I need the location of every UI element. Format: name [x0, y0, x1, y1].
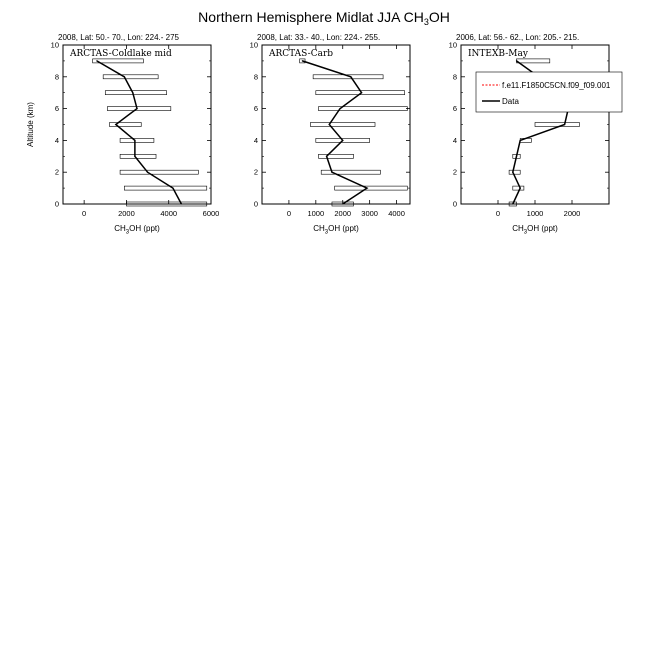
- y-tick-label: 6: [452, 104, 457, 114]
- data-point: [342, 140, 343, 141]
- x-tick-label: 0: [286, 209, 291, 218]
- campaign-label: ARCTAS-Carb: [269, 49, 334, 59]
- y-tick-label: 2: [54, 167, 59, 177]
- data-point: [331, 172, 332, 173]
- panel-header: 2008, Lat: 33.- 40., Lon: 224.- 255.: [257, 33, 381, 42]
- y-tick-label: 6: [54, 104, 59, 114]
- data-point: [132, 92, 133, 93]
- data-point: [361, 92, 362, 93]
- y-tick-label: 10: [50, 40, 59, 50]
- legend-label: Data: [502, 97, 519, 106]
- panel-intexb-may: [449, 33, 622, 236]
- x-tick-label: 4000: [388, 209, 405, 218]
- y-tick-label: 2: [253, 167, 258, 177]
- x-axis-label: $CH_3OH$ (ppt): [114, 224, 160, 236]
- data-profile-line: [97, 61, 182, 204]
- panel-arctas-coldlake: [26, 33, 219, 236]
- y-tick-label: 0: [54, 199, 59, 209]
- range-box: [103, 75, 158, 79]
- data-point: [124, 76, 125, 77]
- range-box: [335, 186, 408, 190]
- range-box: [513, 186, 524, 190]
- data-point: [520, 140, 521, 141]
- data-point: [329, 124, 330, 125]
- x-tick-label: 1000: [307, 209, 325, 218]
- x-tick-label: 2000: [118, 209, 135, 218]
- x-tick-label: 4000: [160, 209, 178, 218]
- data-point: [115, 124, 116, 125]
- figure-title: Northern Hemisphere Midlat JJA $CH_3OH$: [198, 9, 450, 27]
- range-box: [124, 186, 206, 190]
- y-tick-label: 10: [448, 40, 457, 50]
- x-tick-label: 0: [82, 209, 87, 218]
- data-point: [96, 60, 97, 61]
- data-point: [564, 124, 565, 125]
- data-point: [302, 60, 303, 61]
- range-box: [120, 138, 154, 142]
- y-tick-label: 4: [54, 135, 59, 145]
- y-tick-label: 4: [452, 135, 457, 145]
- plot-frame: [63, 45, 211, 204]
- panel-header: 2006, Lat: 56.- 62., Lon: 205.- 215.: [456, 33, 580, 42]
- y-tick-label: 8: [452, 72, 457, 82]
- range-box: [105, 91, 166, 95]
- data-point: [512, 172, 513, 173]
- range-box: [319, 154, 354, 158]
- x-axis-label: $CH_3OH$ (ppt): [512, 224, 558, 236]
- y-tick-label: 6: [253, 104, 258, 114]
- data-point: [516, 60, 517, 61]
- panel-arctas-carb: [250, 33, 410, 236]
- range-box: [110, 123, 142, 127]
- data-profile-line: [302, 61, 367, 204]
- x-tick-label: 6000: [202, 209, 220, 218]
- y-axis-label: Altitude (km): [26, 102, 35, 147]
- plot-frame: [262, 45, 410, 204]
- data-point: [181, 203, 182, 204]
- y-tick-label: 0: [452, 199, 457, 209]
- range-box: [120, 170, 198, 174]
- y-tick-label: 2: [452, 167, 457, 177]
- range-box: [319, 107, 408, 111]
- campaign-label: INTEXB-May: [468, 49, 528, 59]
- data-point: [516, 156, 517, 157]
- x-tick-label: 2000: [334, 209, 352, 218]
- y-tick-label: 4: [253, 135, 258, 145]
- data-point: [136, 108, 137, 109]
- legend-box: [476, 72, 622, 112]
- y-tick-label: 10: [249, 40, 258, 50]
- y-tick-label: 8: [54, 72, 59, 82]
- x-tick-label: 0: [495, 209, 501, 218]
- x-tick-label: 3000: [361, 209, 378, 218]
- y-tick-label: 0: [253, 199, 258, 209]
- data-point: [512, 203, 513, 204]
- x-tick-label: 1000: [526, 209, 544, 218]
- legend: [476, 72, 622, 112]
- range-box: [517, 59, 550, 63]
- x-axis-label: $CH_3OH$ (ppt): [313, 224, 359, 236]
- range-box: [535, 123, 579, 127]
- range-box: [321, 170, 380, 174]
- data-point: [326, 156, 327, 157]
- data-point: [172, 188, 173, 189]
- data-point: [520, 188, 521, 189]
- range-box: [509, 170, 520, 174]
- data-point: [342, 203, 343, 204]
- campaign-label: ARCTAS-Coldlake mid: [70, 49, 172, 59]
- range-box: [310, 123, 375, 127]
- data-point: [147, 172, 148, 173]
- x-tick-label: 2000: [563, 209, 581, 218]
- y-tick-label: 8: [253, 72, 258, 82]
- range-box: [107, 107, 170, 111]
- data-point: [134, 140, 135, 141]
- data-point: [339, 108, 340, 109]
- data-point: [134, 156, 135, 157]
- data-point: [366, 188, 367, 189]
- legend-label: f.e11.F1850C5CN.f09_f09.001: [502, 81, 611, 90]
- data-point: [350, 76, 351, 77]
- range-box: [120, 154, 156, 158]
- panel-header: 2008, Lat: 50.- 70., Lon: 224.- 275: [58, 33, 179, 42]
